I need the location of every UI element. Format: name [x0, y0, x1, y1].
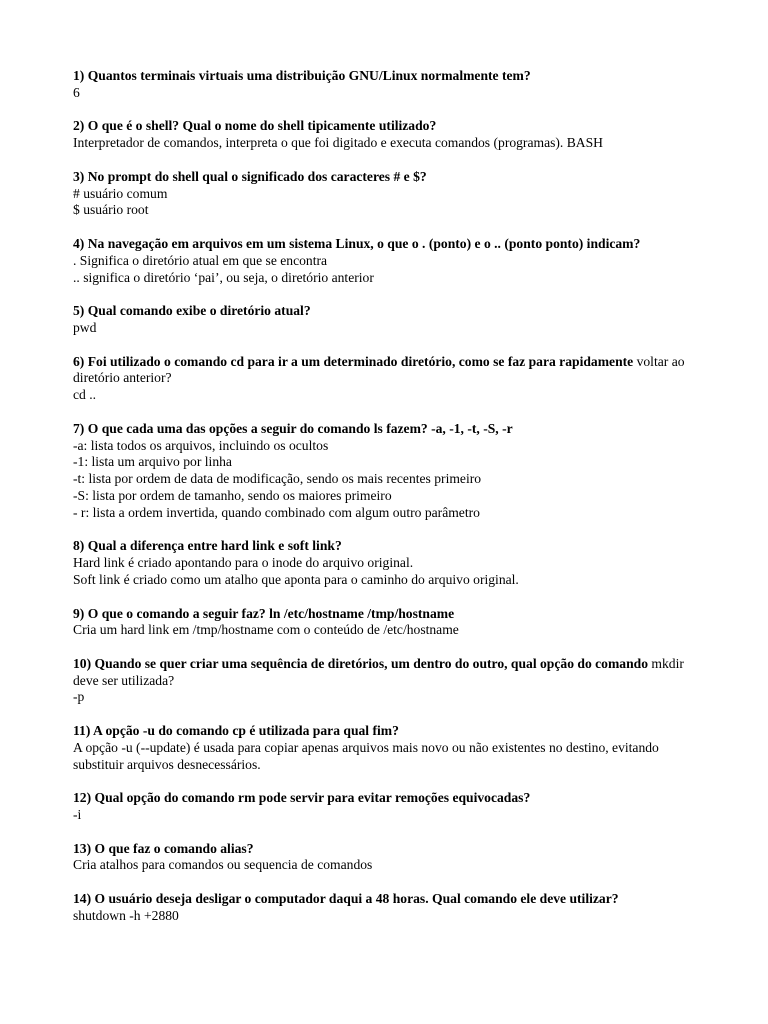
document-page	[73, 68, 703, 941]
answer-4-line-1: . Significa o diretório atual em que se encontra	[73, 252, 328, 268]
question-10-tail: mkdir deve ser utilizada?	[73, 655, 684, 688]
answer-3-line-2: $ usuário root	[73, 202, 149, 218]
qa-item-3	[73, 169, 703, 219]
qa-item-10	[73, 656, 703, 706]
answer-4-line-2: .. significa o diretório ‘pai’, ou seja, o diretório anterior	[73, 269, 374, 285]
qa-item-8	[73, 538, 703, 588]
question-6-tail: voltar ao diretório anterior?	[73, 353, 685, 386]
qa-item-2	[73, 118, 703, 152]
qa-item-5	[73, 303, 703, 337]
qa-item-7	[73, 421, 703, 522]
question-1: 1) Quantos terminais virtuais uma distribuição GNU/Linux normalmente tem?	[73, 68, 531, 83]
question-2: 2) O que é o shell? Qual o nome do shell tipicamente utilizado?	[73, 118, 437, 134]
answer-7-line-3: -t: lista por ordem de data de modificação, sendo os mais recentes primeiro	[73, 471, 482, 487]
question-9: 9) O que o comando a seguir faz? ln /etc/hostname /tmp/hostname	[73, 605, 455, 621]
question-6: 6) Foi utilizado o comando cd para ir a um determinado diretório, como se faz para rapidamente voltar ao diretório anterior?	[73, 353, 685, 386]
answer-9-line-1: Cria um hard link em /tmp/hostname com o conteúdo de /etc/hostname	[73, 622, 459, 638]
answer-7-line-5: - r: lista a ordem invertida, quando combinado com algum outro parâmetro	[73, 504, 480, 520]
question-10: 10) Quando se quer criar uma sequência de diretórios, um dentro do outro, qual opção do comando mkdir deve ser utilizada?	[73, 655, 684, 688]
answer-12-line-1: -i	[73, 807, 82, 823]
qa-item-4	[73, 236, 703, 286]
question-8: 8) Qual a diferença entre hard link e soft link?	[73, 538, 342, 554]
qa-item-11	[73, 723, 703, 773]
question-11: 11) A opção -u do comando cp é utilizada para qual fim?	[73, 723, 399, 739]
qa-item-14	[73, 891, 703, 925]
question-4: 4) Na navegação em arquivos em um sistema Linux, o que o . (ponto) e o .. (ponto ponto) indicam?	[73, 235, 641, 251]
question-14: 14) O usuário deseja desligar o computador daqui a 48 horas. Qual comando ele deve utilizar?	[73, 891, 619, 907]
qa-item-12	[73, 790, 703, 824]
qa-item-6	[73, 354, 703, 404]
question-5: 5) Qual comando exibe o diretório atual?	[73, 303, 311, 319]
answer-13-line-1: Cria atalhos para comandos ou sequencia de comandos	[73, 857, 373, 873]
answer-10-line-1: -p	[73, 689, 85, 705]
answer-7-line-1: -a: lista todos os arquivos, incluindo os ocultos	[73, 437, 329, 453]
answer-7-line-4: -S: lista por ordem de tamanho, sendo os maiores primeiro	[73, 487, 392, 503]
answer-7-line-2: -1: lista um arquivo por linha	[73, 454, 232, 470]
answer-8-line-2: Soft link é criado como um atalho que aponta para o caminho do arquivo original.	[73, 571, 519, 587]
question-3: 3) No prompt do shell qual o significado dos caracteres # e $?	[73, 168, 427, 184]
answer-5-line-1: pwd	[73, 319, 97, 335]
answer-11-line-1: A opção -u (--update) é usada para copiar apenas arquivos mais novo ou não existentes no destino, evitando substituir arquivos desnecessários.	[73, 739, 659, 772]
question-7: 7) O que cada uma das opções a seguir do comando ls fazem? -a, -1, -t, -S, -r	[73, 420, 513, 436]
question-13: 13) O que faz o comando alias?	[73, 840, 254, 856]
answer-8-line-1: Hard link é criado apontando para o inode do arquivo original.	[73, 555, 414, 571]
answer-1-line-1: 6	[73, 84, 80, 100]
qa-item-1	[73, 68, 703, 102]
qa-item-9	[73, 606, 703, 640]
answer-6-line-1: cd ..	[73, 387, 97, 403]
qa-item-13	[73, 841, 703, 875]
question-12: 12) Qual opção do comando rm pode servir para evitar remoções equivocadas?	[73, 790, 531, 806]
answer-3-line-1: # usuário comum	[73, 185, 168, 201]
answer-2-line-1: Interpretador de comandos, interpreta o que foi digitado e executa comandos (programas). BASH	[73, 135, 603, 151]
answer-14-line-1: shutdown -h +2880	[73, 907, 179, 923]
